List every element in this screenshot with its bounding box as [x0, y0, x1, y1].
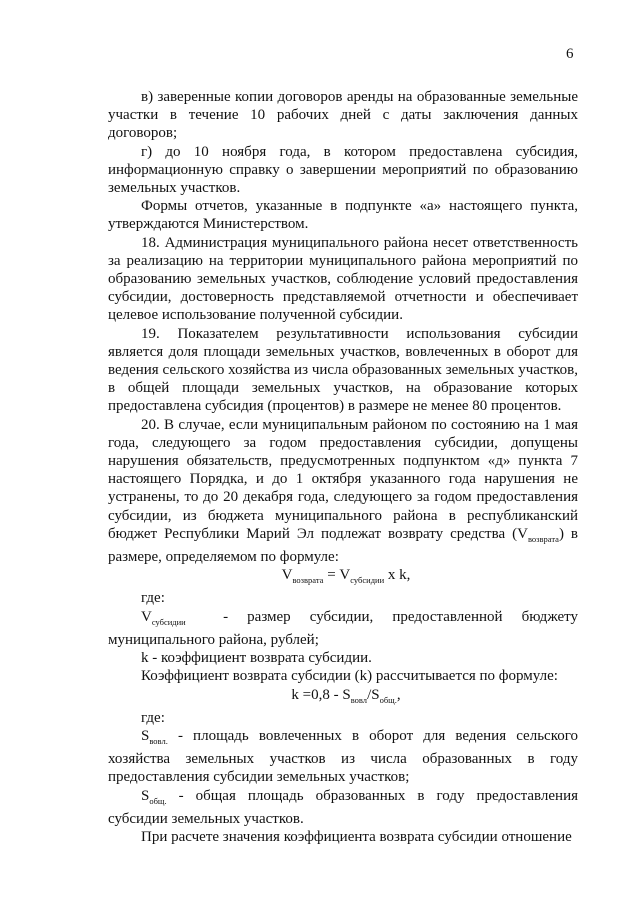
paragraph-forms: Формы отчетов, указанные в подпункте «а» настоящего пункта, утверждаются Министерством.	[108, 198, 578, 233]
paragraph-18: 18. Администрация муниципального района несет ответственность за реализацию на территории муниципального района мероприятий по образованию земельных участков, соблюдение условий предоставления субсидии, достоверность представляемой отчетности и обеспечивает целевое использование полученной субсидии.	[108, 234, 578, 324]
where-label: где:	[141, 709, 165, 726]
paragraph-g: г) до 10 ноября года, в котором предоставлена субсидия, информационную справку о завершении мероприятий по образованию земельных участков.	[108, 143, 578, 197]
where-label: где:	[141, 590, 165, 607]
document-body	[108, 88, 578, 846]
paragraph-last: При расчете значения коэффициента возврата субсидии отношение	[141, 828, 572, 845]
definition-k: k - коэффициент возврата субсидии.	[141, 650, 372, 667]
formula-return: $V_{возврата} = V_{субсидии}$ x k,	[281, 567, 411, 586]
definition-v-subsidy: $V_{субсидии}$ - размер субсидии, предоставленной бюджету муниципального района, рублей;	[108, 608, 578, 648]
formula-coefficient: $k =0,8 - S_{вовл}/S_{общ.}$,	[291, 686, 401, 705]
paragraph-19: 19. Показателем результативности использования субсидии является доля площади земельных участков, вовлеченных в оборот для ведения сельского хозяйства из числа образованных земельных участков, в общей площади земельных участков, на образование которых предоставлена субсидия (процентов) в размере не менее 80 процентов.	[108, 325, 578, 415]
page-number: 6	[566, 46, 574, 62]
coefficient-intro: Коэффициент возврата субсидии (k) рассчитывается по формуле:	[141, 668, 558, 685]
definition-s-obsch: $S_{общ.}$ - общая площадь образованных в году предоставления субсидии земельных участков.	[108, 787, 578, 827]
paragraph-20: 20. В случае, если муниципальным районом по состоянию на 1 мая года, следующего за годом предоставления субсидии, допущены нарушения обязательств, предусмотренных подпунктом «д» пункта 7 настоящего Порядка, и до 1 октября указанного года нарушения не устранены, то до 20 декабря года, следующего за годом предоставления субсидии, из бюджета муниципального района в республиканский бюджет Республики Марий Эл подлежат возврату средства $(V_{возврата})$ в размере, определяемом по формуле:	[108, 416, 578, 566]
paragraph-v: в) заверенные копии договоров аренды на образованные земельные участки в течение 10 рабочих дней с даты заключения данных договоров;	[108, 89, 578, 142]
definition-s-vovl: $S_{вовл.}$ - площадь вовлеченных в оборот для ведения сельского хозяйства земельных участков из числа образованных в году предоставления субсидии земельных участков;	[108, 727, 578, 786]
